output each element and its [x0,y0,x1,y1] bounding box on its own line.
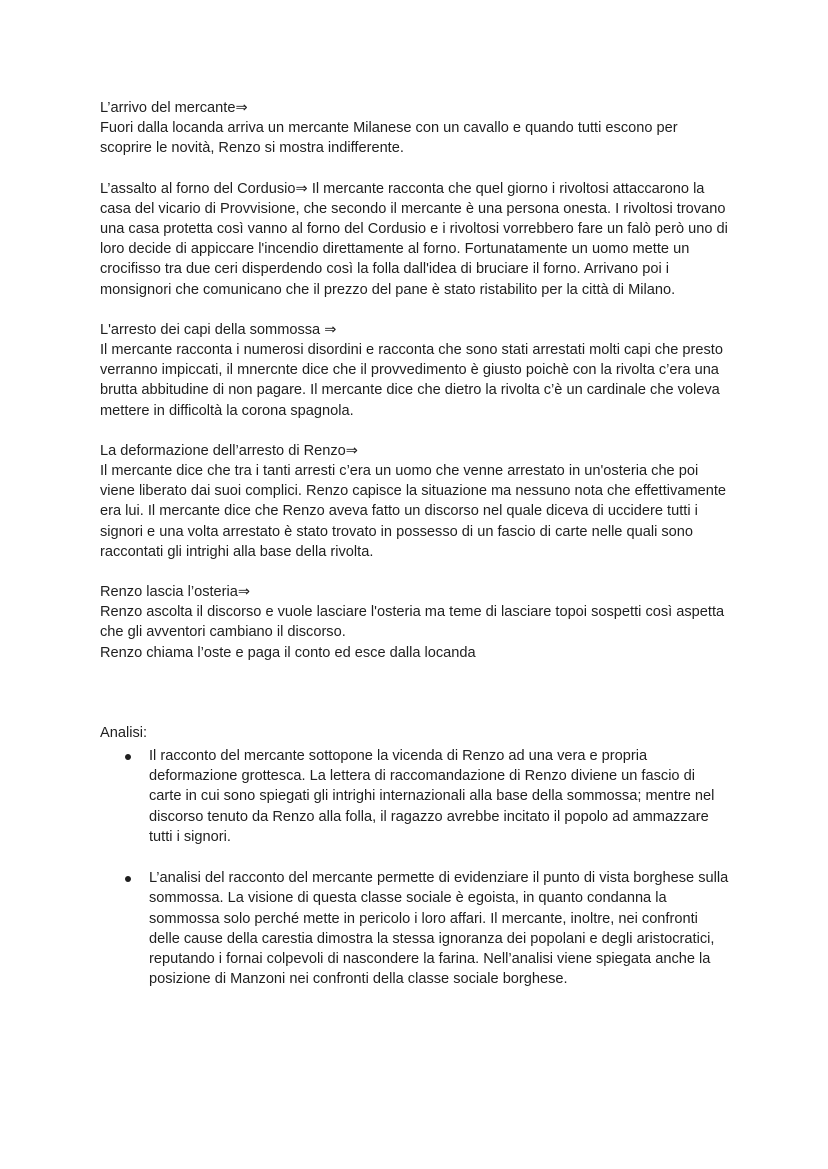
section-heading: Renzo lascia l’osteria⇒ [100,584,251,601]
section-arresto-capi [100,320,730,421]
section-deformazione-arresto [100,441,730,562]
analysis-section [100,723,730,989]
section-heading: La deformazione dell’arresto di Renzo⇒ [100,442,359,459]
section-body: Fuori dalla locanda arriva un mercante Milanese con un cavallo e quando tutti escono per scoprire le novità, Renzo si mostra indifferente. [100,120,678,157]
bullet-text: Il racconto del mercante sottopone la vicenda di Renzo ad una vera e propria deformazione grottesca. La lettera di raccomandazione di Renzo diviene un fascio di carte in cui sono spiegati gli intrighi internazionali alla base della sommossa; mentre nel discorso tenuto da Renzo alla folla, il ragazzo avrebbe incitato il popolo ad ammazzare tutti i signori. [149,748,715,845]
section-assalto-forno [100,179,730,300]
section-heading: L'arresto dei capi della sommossa ⇒ [100,321,337,338]
section-body: Renzo ascolta il discorso e vuole lasciare l'osteria ma teme di lasciare topoi sospetti così aspetta che gli avventori cambiano il discorso. [100,604,725,641]
analysis-bullet-list [100,746,730,989]
section-heading: L’arrivo del mercante⇒ [100,100,248,116]
bullet-text: L’analisi del racconto del mercante permette di evidenziare il punto di vista borghese sulla sommossa. La visione di questa classe sociale è egoista, in quanto condanna la sommossa solo perché mette in pericolo i loro affari. Il mercante, inoltre, nei confronti delle cause della carestia dimostra la stessa ignoranza dei popolani e degli aristocratici, reputando i fornai colpevoli di nascondere la farina. Nell’analisi viene spiegata anche la posizione di Manzoni nei confronti della classe sociale borghese. [149,870,729,988]
bullet-icon [125,876,131,882]
section-body-continued: Renzo chiama l’oste e paga il conto ed esce dalla locanda [100,644,476,661]
document-page [100,98,730,1010]
spacer [100,663,730,723]
bullet-icon [125,754,131,760]
section-body: Il mercante dice che tra i tanti arresti c’era un uomo che venne arrestato in un'osteria che poi viene liberato dai suoi complici. Renzo capisce la situazione ma nessuno nota che effettivamente era lui. Il mercante dice che Renzo aveva fatto un discorso nel quale diceva di uccidere tutti i signori e una volta arrestato è stato trovato in possesso di un fascio di carte nelle quali sono raccontati gli intrighi alla base della rivolta. [100,463,726,560]
section-renzo-lascia-osteria [100,582,730,663]
section-heading: L’assalto al forno del Cordusio⇒ [100,180,308,197]
section-arrivo-mercante [100,98,730,159]
list-item [100,868,730,989]
analysis-title: Analisi: [100,724,148,741]
section-body: Il mercante racconta i numerosi disordini e racconta che sono stati arrestati molti capi che presto verranno impiccati, il mnercnte dice che il provvedimento è giusto poichè con la rivolta c’era una brutta abbitudine di non pagare. Il mercante dice che dietro la rivolta c’è un cardinale che voleva mettere in difficoltà la corona spagnola. [100,342,723,419]
list-item [100,746,730,847]
section-body: Il mercante racconta che quel giorno i rivoltosi attaccarono la casa del vicario di Provvisione, che secondo il mercante è una persona onesta. I rivoltosi trovano una casa protetta così vanno al forno del Cordusio e i rivoltosi vorrebbero fare un falò però uno di loro decide di appiccare l'incendio direttamente al forno. Fortunatamente un uomo mette un crocifisso tra due ceri disperdendo così la folla dall'idea di bruciare il forno. Arrivano poi i monsignori che comunicano che il prezzo del pane è stato ristabilito per la città di Milano. [100,180,728,298]
section-paragraph [100,179,730,300]
